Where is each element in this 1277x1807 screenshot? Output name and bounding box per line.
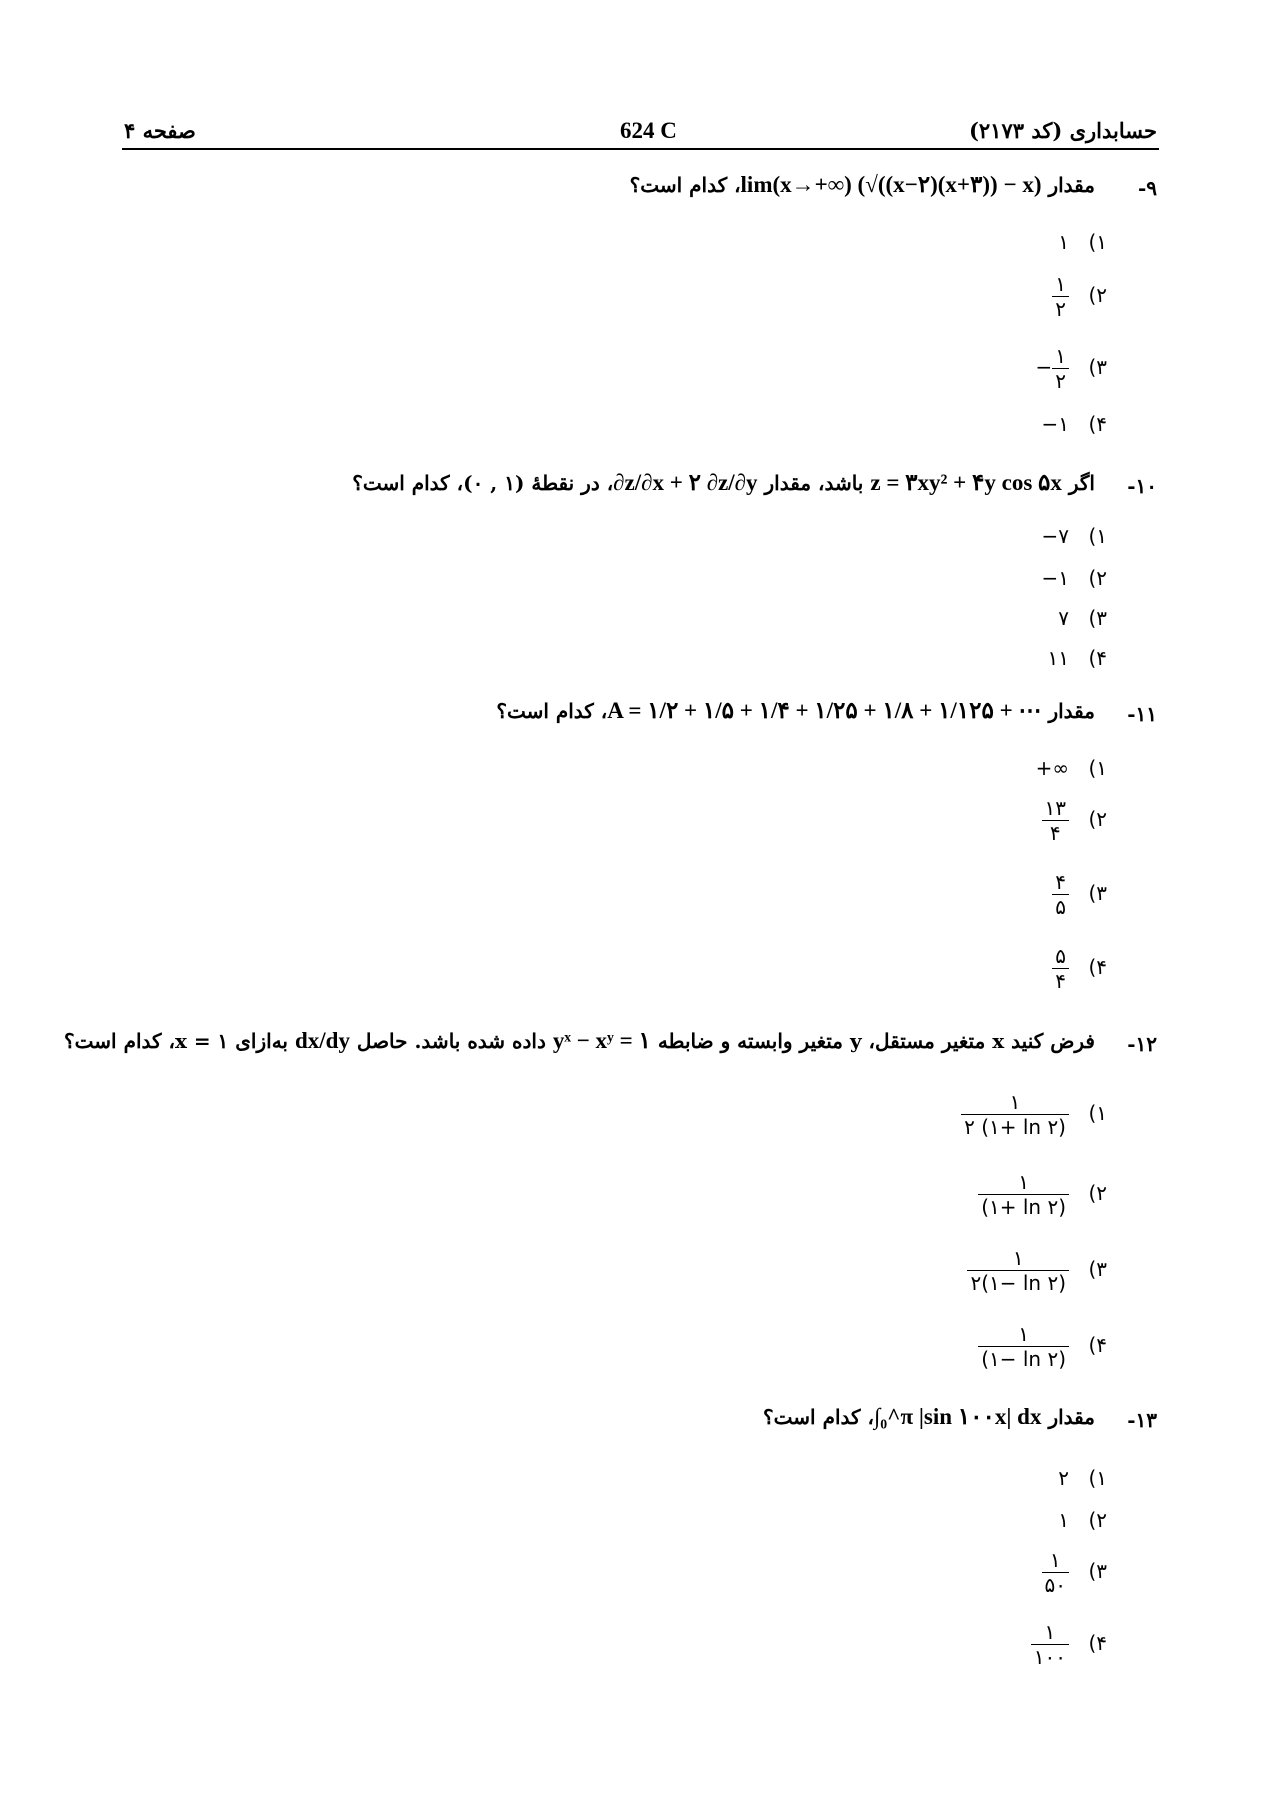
question-11-number: -۱۱ bbox=[1127, 702, 1157, 726]
question-9-option-2: ۲) $\frac{۱}{۲}$ bbox=[1052, 272, 1107, 321]
header-rule bbox=[122, 148, 1159, 150]
question-11-stem: مقدار A = ۱/۲ + ۱/۵ + ۱/۴ + ۱/۲۵ + ۱/۸ + ۱/۱۲۵ + ⋯، کدام است؟ bbox=[496, 698, 1095, 723]
question-9-math: lim(x→+∞) (√((x−۲)(x+۳)) − x) bbox=[740, 172, 1042, 197]
question-12-number: -۱۲ bbox=[1127, 1032, 1157, 1056]
question-13-stem: مقدار ∫₀^π |sin ۱۰۰x| dx، کدام است؟ bbox=[763, 1404, 1095, 1429]
question-11-option-1: ۱)+∞ bbox=[1035, 756, 1107, 780]
question-9-option-4: ۴)−۱ bbox=[1041, 412, 1107, 436]
question-13-option-2: ۲)۱ bbox=[1058, 1508, 1107, 1532]
question-12-option-1: ۱) $\frac{۱}{۲ (۱+ \ln ۲)}$ bbox=[961, 1090, 1107, 1139]
question-10-option-4: ۴)۱۱ bbox=[1047, 646, 1107, 670]
question-10-stem: اگر z = ۳xy² + ۴y cos ۵x باشد، مقدار ∂z/∂x + ۲ ∂z/∂y، در نقطهٔ (۱ , ۰)، کدام است؟ bbox=[352, 470, 1095, 495]
question-10-option-3: ۳)۷ bbox=[1058, 606, 1107, 630]
subject-title: حسابداری (کد ۲۱۷۳) bbox=[968, 118, 1157, 143]
exam-code: 624 C bbox=[620, 118, 677, 143]
question-11-option-4: ۴) $\frac{۵}{۴}$ bbox=[1052, 944, 1107, 993]
question-13-option-1: ۱)۲ bbox=[1058, 1466, 1107, 1490]
question-10-option-1: ۱)−۷ bbox=[1041, 524, 1107, 548]
question-13-option-4: ۴) $\frac{۱}{۱۰۰}$ bbox=[1031, 1620, 1107, 1669]
question-13-option-3: ۳) $\frac{۱}{۵۰}$ bbox=[1042, 1548, 1107, 1597]
question-12-option-2: ۲) $\frac{۱}{(۱+ \ln ۲)}$ bbox=[978, 1170, 1107, 1219]
question-9-number: -۹ bbox=[1137, 176, 1157, 200]
question-12-option-4: ۴) $\frac{۱}{(۱- \ln ۲)}$ bbox=[978, 1322, 1107, 1371]
question-9-option-3: ۳)− $\frac{۱}{۲}$ bbox=[1035, 344, 1107, 393]
page-number: صفحه ۴ bbox=[124, 118, 196, 143]
question-11-option-3: ۳) $\frac{۴}{۵}$ bbox=[1052, 870, 1107, 919]
question-11-option-2: ۲) $\frac{۱۳}{۴}$ bbox=[1042, 796, 1107, 845]
question-10-number: -۱۰ bbox=[1127, 474, 1157, 498]
question-9-stem: مقدار lim(x→+∞) (√((x−۲)(x+۳)) − x)، کدام است؟ bbox=[629, 172, 1095, 197]
question-12-stem: فرض کنید x متغیر مستقل، y متغیر وابسته و ضابطه yˣ − xʸ = ۱ داده شده باشد. حاصل dx/dy به‌ازای x = ۱، کدام است؟ bbox=[64, 1028, 1095, 1053]
question-9-option-1: ۱)۱ bbox=[1058, 230, 1107, 254]
question-12-option-3: ۳) $\frac{۱}{۲(۱- \ln ۲)}$ bbox=[967, 1246, 1107, 1295]
question-13-number: -۱۳ bbox=[1127, 1408, 1157, 1432]
question-10-option-2: ۲)−۱ bbox=[1041, 566, 1107, 590]
